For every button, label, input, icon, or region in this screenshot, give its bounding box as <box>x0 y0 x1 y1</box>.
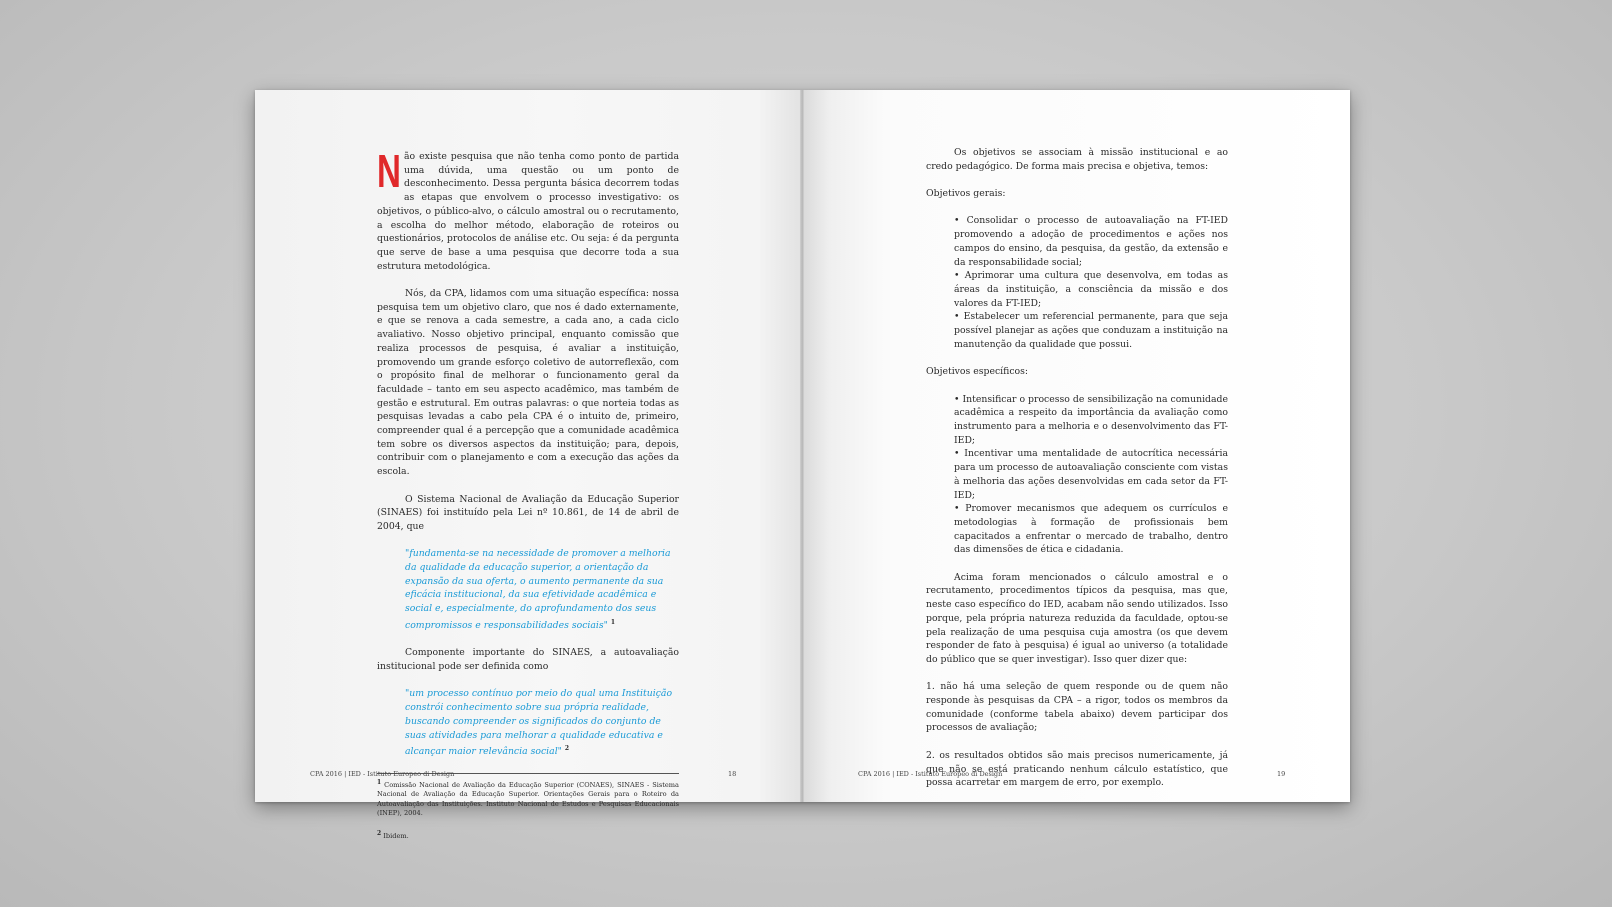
left-page-body <box>377 145 679 851</box>
right-page-body <box>926 146 1228 804</box>
specific-objectives-heading: Objetivos específicos: <box>926 366 1029 378</box>
footer-publication: CPA 2016 | IED - Istituto Europeo di Design <box>858 770 1003 778</box>
sinaes-paragraph: O Sistema Nacional de Avaliação da Educação Superior (SINAES) foi instituído pela Lei nº 10.861, de 14 de abril de 2004, que <box>377 493 679 532</box>
list-item: • Estabelecer um referencial permanente, para que seja possível planejar as ações que conduzam a instituição na manutenção da qualidade que possui. <box>954 311 1228 350</box>
autoavaliacao-paragraph: Componente importante do SINAES, a autoavaliação institucional pode ser definida como <box>377 647 679 673</box>
footnote-1: 1 Comissão Nacional de Avaliação da Educação Superior (CONAES), SINAES - Sistema Nacional de Avaliação da Educação Superior. Orientações Gerais para o Roteiro da Autoavaliação das Instituições. Instituto Nacional de Estudos e Pesquisas Educacionais (INEP), 2004. <box>377 778 679 818</box>
general-objectives-heading: Objetivos gerais: <box>926 188 1006 200</box>
footnote-ref-2: 2 <box>564 745 570 753</box>
book-gutter <box>800 90 804 802</box>
opening-paragraph: Não existe pesquisa que não tenha como ponto de partida uma dúvida, uma questão ou um ponto de desconhecimento. Dessa pergunta básica decorrem todas as etapas que envolvem o processo investigativo: os objetivos, o público-alvo, o cálculo amostral ou o recrutamento, a escolha do melhor método, elaboração de roteiros ou questionários, protocolos de análise etc. Ou seja: é da pergunta que serve de base a uma pesquisa que decorre toda a sua estrutura metodológica. <box>377 145 679 272</box>
numbered-item-1: 1. não há uma seleção de quem responde ou de quem não responde às pesquisas da CPA – a rigor, todos os membros da comunidade (conforme tabela abaixo) devem participar dos processos de avaliação; <box>926 681 1228 734</box>
list-item: • Incentivar uma mentalidade de autocrítica necessária para um processo de autoavaliação consciente com vistas à melhoria das ações desenvolvidas em cada setor da FT-IED; <box>954 448 1228 501</box>
numbered-item-2: 2. os resultados obtidos são mais precisos numericamente, já que não se está praticando nenhum cálculo estatístico, que possa acarretar em margem de erro, por exemplo. <box>926 749 1228 789</box>
list-item: • Intensificar o processo de sensibilização na comunidade acadêmica a respeito da importância da avaliação como instrumento para a melhoria e o desenvolvimento das FT-IED; <box>954 393 1228 446</box>
right-page <box>802 90 1350 802</box>
intro-paragraph: Os objetivos se associam à missão institucional e ao credo pedagógico. De forma mais precisa e objetiva, temos: <box>926 147 1228 172</box>
page-number: 19 <box>1277 770 1286 778</box>
sample-paragraph: Acima foram mencionados o cálculo amostral e o recrutamento, procedimentos típicos da pesquisa, mas que, neste caso específico do IED, acabam não sendo utilizados. Isso porque, pela própria natureza reduzida da faculdade, optou-se pela realização de uma pesquisa cuja amostra (os que devem responder de fato à pesquisa) é igual ao universo (a totalidade do público que se quer investigar). Isso quer dizer que: <box>926 571 1228 665</box>
footer-publication: CPA 2016 | IED - Istituto Europeo di Design <box>310 770 455 778</box>
footnote-ref-1: 1 <box>610 618 616 626</box>
list-item: • Consolidar o processo de autoavaliação na FT-IED promovendo a adoção de procedimentos e ações nos campos do ensino, da pesquisa, da gestão, da extensão e da responsabilidade social; <box>954 215 1228 268</box>
left-page <box>255 90 802 840</box>
open-booklet <box>255 90 1350 840</box>
blockquote-1: "fundamenta-se na necessidade de promover a melhoria da qualidade da educação superior, a orientação da expansão da sua oferta, o aumento permanente da sua eficácia institucional, da sua efetividade acadêmica e social e, especialmente, do aprofundamento dos seus compromissos e responsabilidades sociais" $^1$ <box>405 548 671 631</box>
page-number: 18 <box>728 770 737 778</box>
blockquote-2: "um processo contínuo por meio do qual uma Instituição constrói conhecimento sobre sua própria realidade, buscando compreender os significados do conjunto de suas atividades para melhorar a qualidade educativa e alcançar maior relevância social" $^2$ <box>405 688 673 758</box>
footnote-2: 2 Ibidem. <box>377 829 409 840</box>
dropcap-letter: N <box>377 145 401 197</box>
general-objectives-list <box>926 214 1228 351</box>
list-item: • Aprimorar uma cultura que desenvolva, em todas as áreas da instituição, a consciência da missão e dos valores da FT-IED; <box>954 270 1228 309</box>
cpa-paragraph: Nós, da CPA, lidamos com uma situação específica: nossa pesquisa tem um objetivo claro, que nos é dado externamente, e que se renova a cada semestre, a cada ano, a cada ciclo avaliativo. Nosso objetivo principal, enquanto comissão que realiza processos de pesquisa, é avaliar a instituição, promovendo um grande esforço coletivo de autorreflexão, com o propósito final de melhorar o funcionamento geral da faculdade – tanto em seu aspecto acadêmico, mas também de gestão e estrutural. Em outras palavras: o que norteia todas as pesquisas levadas a cabo pela CPA é o intuito de, primeiro, compreender qual é a percepção que a comunidade acadêmica tem sobre os diversos aspectos da instituição; para, depois, contribuir com o planejamento e com a execução das ações da escola. <box>377 288 679 478</box>
specific-objectives-list <box>926 393 1228 557</box>
list-item: • Promover mecanismos que adequem os currículos e metodologias à formação de profissionais bem capacitados a enfrentar o mercado de trabalho, dentro das dimensões de ética e cidadania. <box>954 503 1228 556</box>
